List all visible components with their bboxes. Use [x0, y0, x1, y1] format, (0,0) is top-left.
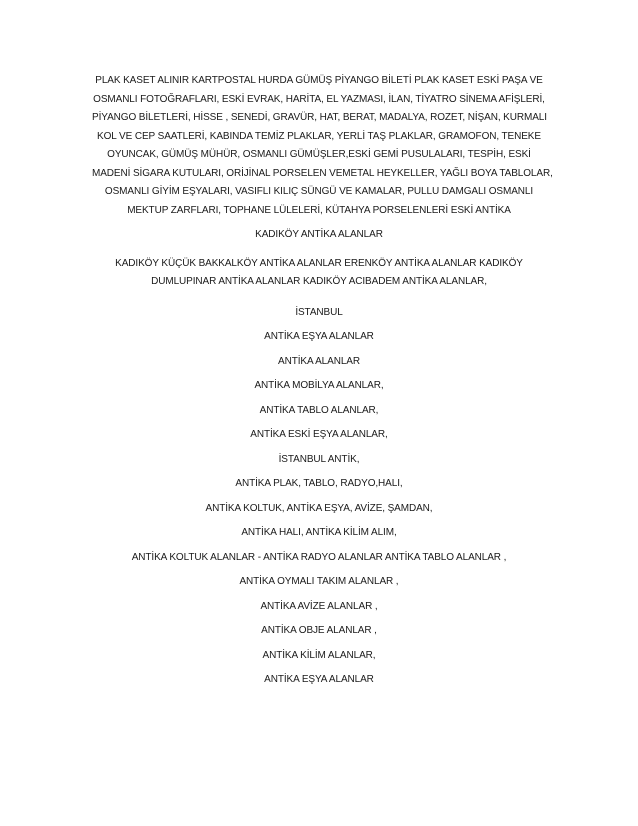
list-item: ANTİKA TABLO ALANLAR, [259, 404, 379, 416]
intro-paragraph [92, 72, 553, 220]
kadikoy-heading: KADIKÖY ANTİKA ALANLAR [255, 229, 383, 240]
list-item: ANTİKA KOLTUK, ANTİKA EŞYA, AVİZE, ŞAMDAN, [205, 502, 433, 514]
list-item: ANTİKA OBJE ALANLAR , [261, 625, 377, 636]
list-item: ANTİKA MOBİLYA ALANLAR, [254, 380, 384, 391]
intro-line: MEKTUP ZARFLARI, TOPHANE LÜLELERİ, KÜTAHYA PORSELENLERİ ESKİ ANTİKA [127, 204, 511, 216]
intro-line: OYUNCAK, GÜMÜŞ MÜHÜR, OSMANLI GÜMÜŞLER,ESKİ GEMİ PUSULALARI, TESPİH, ESKİ [107, 149, 531, 160]
list-item: ANTİKA ALANLAR [278, 355, 360, 367]
list-item: ANTİKA KİLİM ALANLAR, [262, 649, 376, 661]
list-item: ANTİKA EŞYA ALANLAR [264, 331, 374, 342]
intro-line: KOL VE CEP SAATLERİ, KABINDA TEMİZ PLAKLAR, YERLİ TAŞ PLAKLAR, GRAMOFON, TENEKE [97, 130, 541, 142]
list-item: İSTANBUL ANTİK, [278, 453, 360, 465]
list-item: ANTİKA EŞYA ALANLAR [264, 674, 374, 685]
intro-line: OSMANLI GİYİM EŞYALARI, VASIFLI KILIÇ SÜNGÜ VE KAMALAR, PULLU DAMGALI OSMANLI [104, 186, 534, 197]
list-item: ANTİKA AVİZE ALANLAR , [260, 600, 378, 612]
list-item: ANTİKA HALI, ANTİKA KİLİM ALIM, [241, 527, 397, 538]
intro-line: PLAK KASET ALINIR KARTPOSTAL HURDA GÜMÜŞ PİYANGO BİLETİ PLAK KASET ESKİ PAŞA VE [95, 75, 543, 86]
kadikoy-paragraph [92, 255, 546, 292]
list-item: ANTİKA PLAK, TABLO, RADYO,HALI, [235, 478, 403, 489]
intro-line: OSMANLI FOTOĞRAFLARI, ESKİ EVRAK, HARİTA, EL YAZMASI, İLAN, TİYATRO SİNEMA AFİŞLERİ, [93, 93, 545, 105]
list-item: İSTANBUL [295, 306, 343, 318]
document-body [92, 72, 553, 690]
intro-line: MADENİ SİGARA KUTULARI, ORİJİNAL PORSELEN VEMETAL HEYKELLER, YAĞLI BOYA TABLOLAR, [92, 167, 553, 179]
list-item: ANTİKA ESKİ EŞYA ALANLAR, [250, 429, 388, 440]
intro-line: PİYANGO BİLETLERİ, HİSSE , SENEDİ, GRAVÜR, HAT, BERAT, MADALYA, ROZET, NİŞAN, KURMALI [92, 112, 547, 123]
kadikoy-line: DUMLUPINAR ANTİKA ALANLAR KADIKÖY ACIBADEM ANTİKA ALANLAR, [151, 276, 487, 287]
list-item: ANTİKA KOLTUK ALANLAR - ANTİKA RADYO ALANLAR ANTİKA TABLO ALANLAR , [131, 551, 507, 563]
kadikoy-line: KADIKÖY KÜÇÜK BAKKALKÖY ANTİKA ALANLAR ERENKÖY ANTİKA ALANLAR KADIKÖY [115, 257, 523, 269]
list-item: ANTİKA OYMALI TAKIM ALANLAR , [239, 576, 399, 587]
